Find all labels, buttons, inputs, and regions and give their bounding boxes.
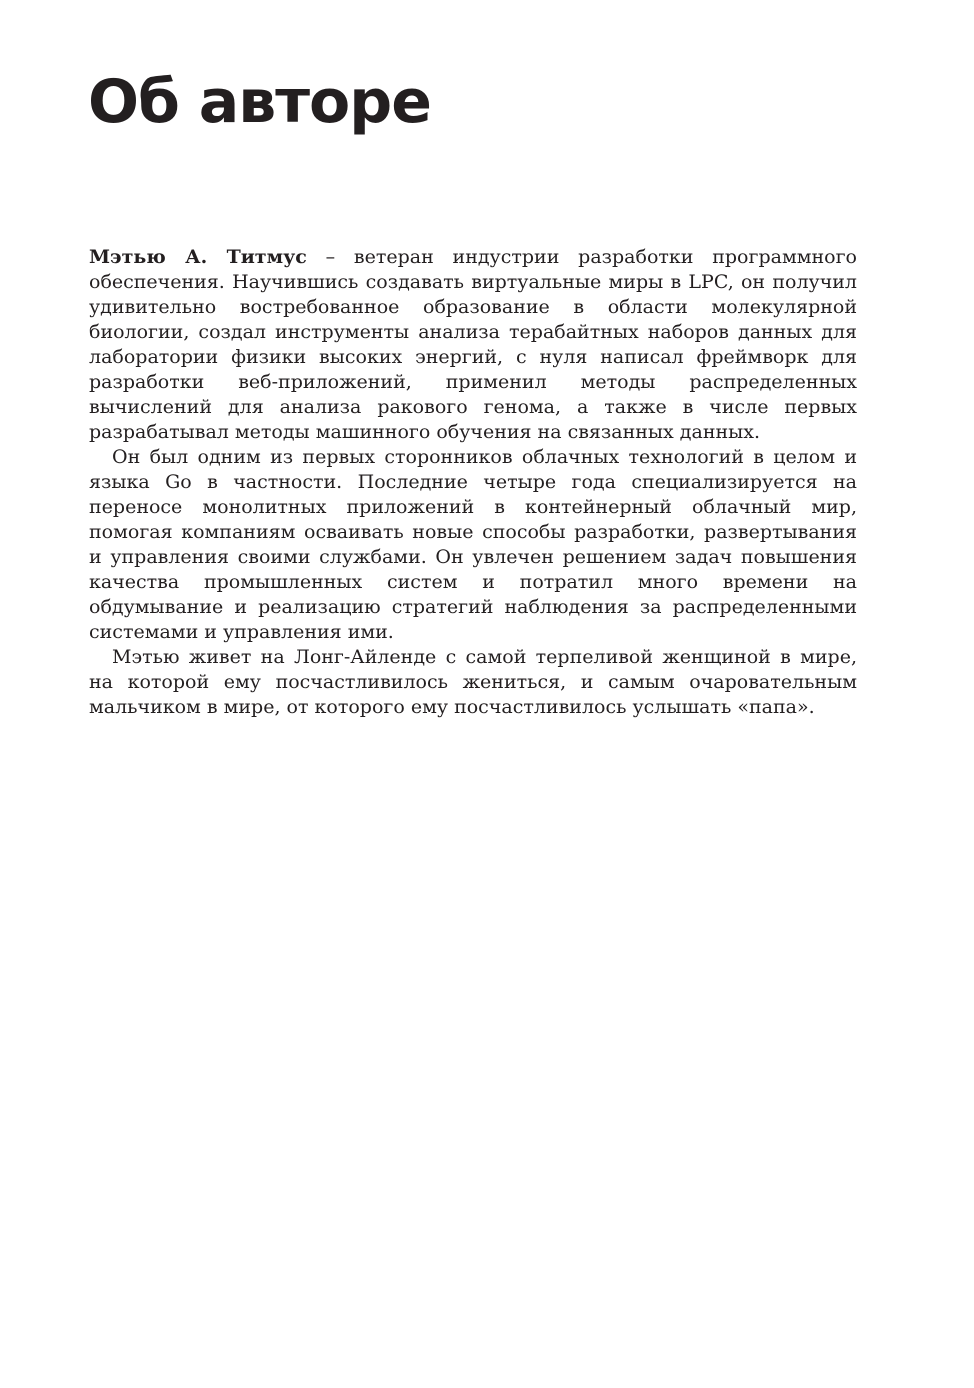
bio-paragraph-3: Мэтью живет на Лонг-Айленде с самой терпеливой женщиной в мире, на которой ему посчастливилось жениться, и самым очаровательным мальчиком в мире, от которого ему посчастливилось услышать «папа». <box>89 646 857 718</box>
bio-paragraph-1 <box>89 245 857 445</box>
bio-paragraph-2: Он был одним из первых сторонников облачных технологий в целом и языка Go в частности. Последние четыре года специализируется на переносе монолитных приложений в контейнерный облачный мир, помогая компаниям осваивать новые способы разработки, развертывания и управления своими службами. Он увлечен решением задач повышения качества промышленных систем и потратил много времени на обдумывание и реализацию стратегий наблюдения за распределенными системами и управления ими. <box>89 446 857 643</box>
page-title: Об авторе <box>88 67 431 137</box>
bio-paragraph-1-text: – ветеран индустрии разработки программного обеспечения. Научившись создавать виртуальные миры в LPC, он получил удивительно востребованное образование в области молекулярной биологии, создал инструменты анализа терабайтных наборов данных для лаборатории физики высоких энергий, с нуля написал фреймворк для разработки веб-приложений, применил методы распределенных вычислений для анализа ракового генома, а также в числе первых разрабатывал методы машинного обучения на связанных данных. <box>89 246 857 443</box>
author-name: Мэтью А. Титмус <box>89 246 307 268</box>
author-bio <box>89 245 857 720</box>
